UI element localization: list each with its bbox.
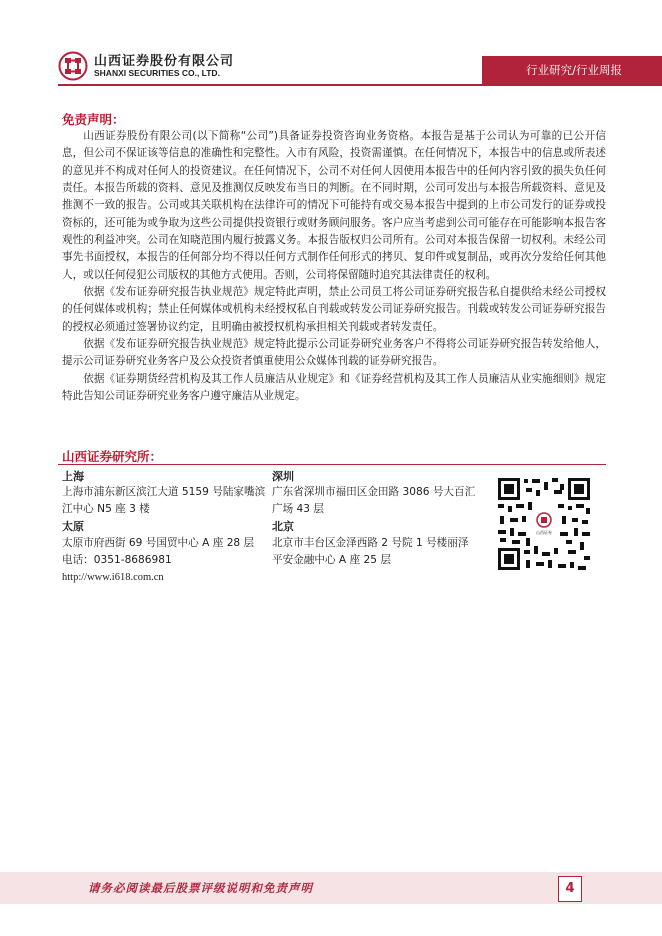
page-header	[0, 0, 662, 100]
office-address-beijing: 北京市丰台区金泽西路 2 号院 1 号楼丽泽平安金融中心 A 座 25 层	[272, 537, 469, 566]
office-city-shenzhen: 深圳	[272, 470, 294, 483]
disclaimer-paragraph: 依据《发布证券研究报告执业规范》规定特此提示公司证券研究业务客户不得将公司证券研究报告转发给他人，提示公司证券研究业务客户及公众投资者慎重使用公众媒体刊载的证券研究报告。	[62, 338, 606, 368]
report-type-banner	[482, 56, 662, 84]
report-type-label: 行业研究/行业周报	[526, 63, 622, 77]
page-number: 4	[558, 876, 582, 902]
company-logo-icon	[58, 51, 88, 81]
qr-caption: 山西证券	[536, 530, 552, 535]
page-footer	[0, 872, 662, 904]
office-city-taiyuan: 太原	[62, 520, 84, 533]
office-city-shanghai: 上海	[62, 470, 84, 483]
office-address-taiyuan: 太原市府西街 69 号国贸中心 A 座 28 层	[62, 537, 255, 549]
company-name-en: SHANXI SECURITIES CO., LTD.	[94, 68, 220, 78]
institute-divider	[58, 464, 606, 465]
disclaimer-paragraph: 依据《发布证券研究报告执业规范》规定特此声明，禁止公司员工将公司证券研究报告私自提供给未经公司授权的任何媒体或机构；禁止任何媒体或机构未经授权私自刊载或转发公司证券研究报告。刊载或转发公司证券研究报告的授权必须通过签署协议约定，且明确由被授权机构承担相关刊载或者转发责任。	[62, 286, 606, 333]
institute-title: 山西证券研究所：	[62, 449, 163, 464]
footer-notice: 请务必阅读最后股票评级说明和免责声明	[88, 881, 313, 895]
company-name-cn: 山西证券股份有限公司	[94, 54, 235, 69]
qr-code-icon	[496, 476, 592, 572]
office-address-shenzhen: 广东省深圳市福田区金田路 3086 号大百汇广场 43 层	[272, 486, 476, 515]
website-url[interactable]: http://www.i618.com.cn	[62, 572, 164, 583]
office-phone-taiyuan: 电话：0351-8686981	[62, 554, 172, 566]
disclaimer-title: 免责声明：	[62, 112, 125, 127]
office-address-shanghai: 上海市浦东新区滨江大道 5159 号陆家嘴滨江中心 N5 座 3 楼	[62, 486, 266, 515]
office-city-beijing: 北京	[272, 520, 294, 533]
header-divider	[58, 84, 662, 86]
disclaimer-paragraph: 山西证券股份有限公司(以下简称“公司”)具备证券投资咨询业务资格。本报告是基于公司认为可靠的已公开信息，但公司不保证该等信息的准确性和完整性。入市有风险，投资需谨慎。在任何情况下，本报告中的信息或所表述的意见并不构成对任何人的投资建议。在任何情况下，公司不对任何人因使用本报告中的任何内容引致的损失负任何责任。本报告所载的资料、意见及推测仅反映发布当日的判断。在不同时期，公司可发出与本报告所载资料、意见及推测不一致的报告。公司或其关联机构在法律许可的情况下可能持有或交易本报告中提到的上市公司发行的证券或投资标的，还可能为或争取为这些公司提供投资银行或财务顾问服务。客户应当考虑到公司可能存在可能影响本报告客观性的利益冲突。公司在知晓范围内履行披露义务。本报告版权归公司所有。公司对本报告保留一切权利。未经公司事先书面授权，本报告的任何部分均不得以任何方式制作任何形式的拷贝、复印件或复制品，或再次分发给任何其他人，或以任何侵犯公司版权的其他方式使用。否则，公司将保留随时追究其法律责任的权利。	[62, 130, 606, 281]
disclaimer-body	[62, 128, 606, 406]
disclaimer-paragraph: 依据《证券期货经营机构及其工作人员廉洁从业规定》和《证券经营机构及其工作人员廉洁从业实施细则》规定特此告知公司证券研究业务客户遵守廉洁从业规定。	[62, 372, 606, 403]
